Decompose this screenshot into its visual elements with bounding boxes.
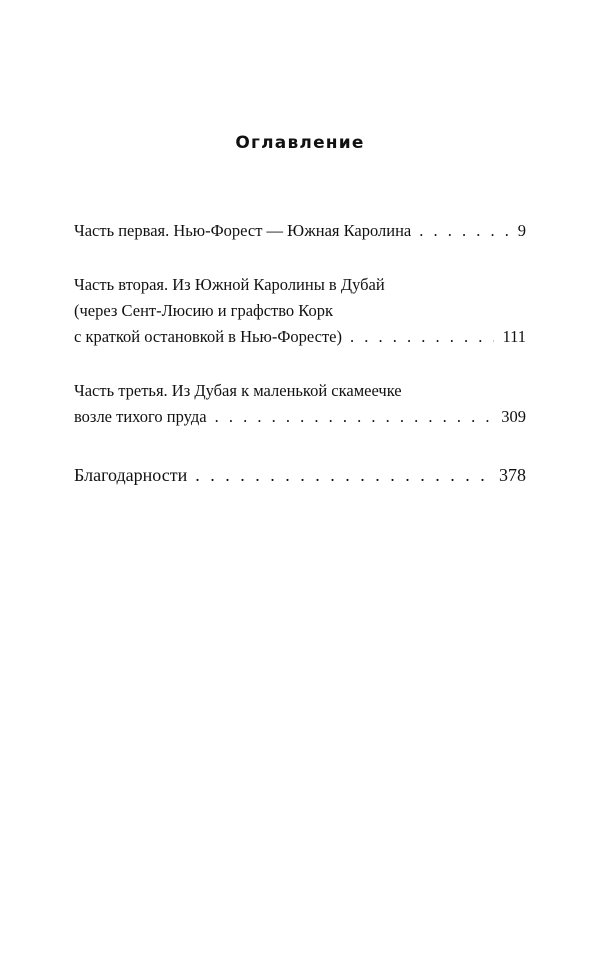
toc-entry-title: Часть первая. Нью-Форест — Южная Каролина xyxy=(74,221,412,240)
toc-entry-title-line: Часть вторая. Из Южной Каролины в Дубай xyxy=(74,275,385,294)
dot-leader xyxy=(215,404,494,430)
table-of-contents xyxy=(74,218,526,488)
toc-entry-line xyxy=(74,462,526,488)
toc-page-number: 378 xyxy=(499,465,526,485)
toc-entry-line xyxy=(74,218,526,244)
toc-page-number: 9 xyxy=(517,221,526,240)
toc-entry-part-two[interactable] xyxy=(74,272,526,350)
dot-leader xyxy=(350,324,494,350)
toc-entry-title-line: (через Сент-Люсию и графство Корк xyxy=(74,301,333,320)
toc-entry-title: Благодарности xyxy=(74,465,188,485)
toc-entry-line xyxy=(74,404,526,430)
toc-entry-title-line: с краткой остановкой в Нью-Форесте) xyxy=(74,327,342,346)
toc-page-number: 111 xyxy=(502,327,526,346)
dot-leader xyxy=(419,218,510,244)
toc-page-number: 309 xyxy=(501,407,526,426)
toc-entry-line xyxy=(74,324,526,350)
toc-entry-title-line: Часть третья. Из Дубая к маленькой скамеечке xyxy=(74,381,402,400)
toc-entry-part-three[interactable] xyxy=(74,378,526,430)
toc-entry-title-line: возле тихого пруда xyxy=(74,407,207,426)
dot-leader xyxy=(195,462,491,488)
toc-entry-part-one[interactable] xyxy=(74,218,526,244)
toc-entry-acknowledgements[interactable] xyxy=(74,462,526,488)
toc-title: Оглавление xyxy=(235,133,365,153)
